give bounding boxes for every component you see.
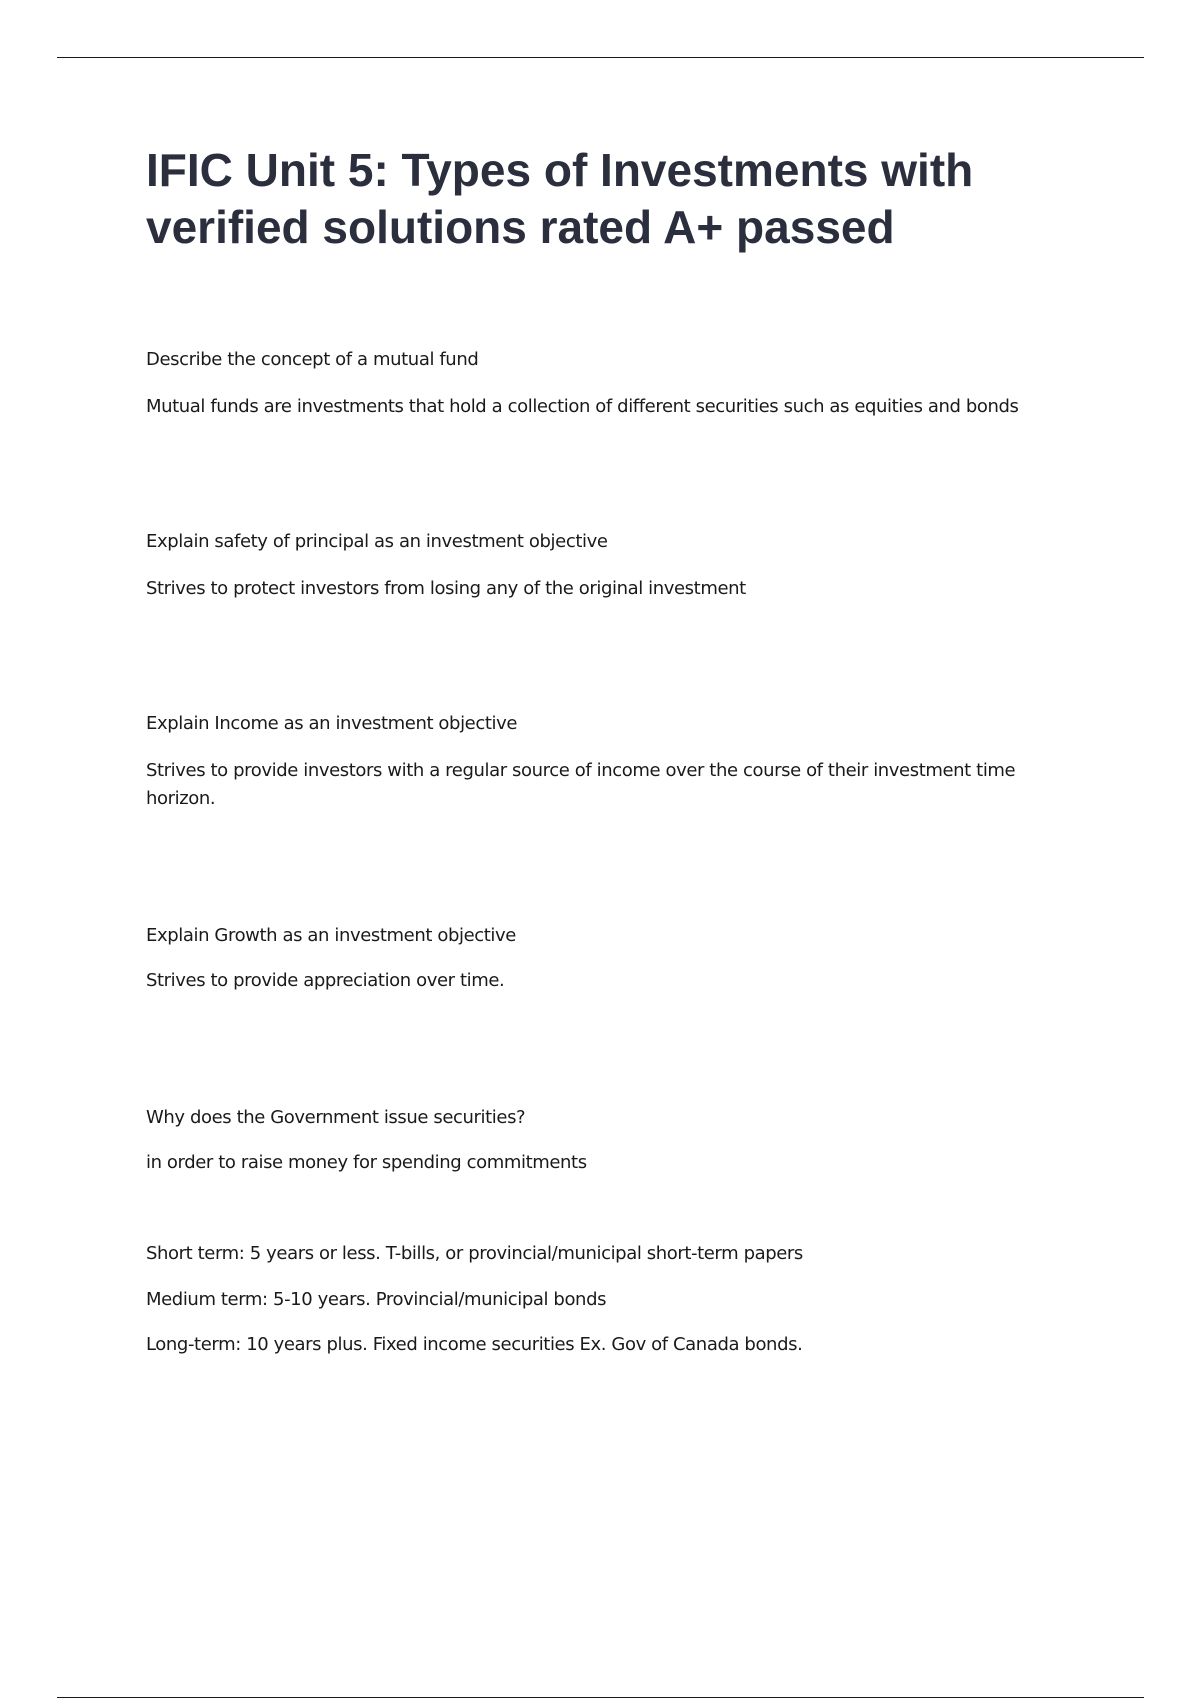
- answer-mutual-fund: Mutual funds are investments that hold a collection of different securities such as equities and bonds: [146, 396, 1019, 417]
- question-income: Explain Income as an investment objective: [146, 713, 518, 734]
- header-rule: [57, 57, 1144, 58]
- footer-rule: [57, 1697, 1144, 1698]
- answer-government-securities: in order to raise money for spending commitments: [146, 1152, 587, 1173]
- answer-safety-of-principal: Strives to protect investors from losing any of the original investment: [146, 578, 746, 599]
- question-mutual-fund: Describe the concept of a mutual fund: [146, 349, 479, 370]
- term-short: Short term: 5 years or less. T-bills, or provincial/municipal short-term papers: [146, 1243, 803, 1264]
- question-government-securities: Why does the Government issue securities?: [146, 1107, 526, 1128]
- answer-growth: Strives to provide appreciation over time.: [146, 970, 505, 991]
- question-safety-of-principal: Explain safety of principal as an investment objective: [146, 531, 608, 552]
- term-medium: Medium term: 5-10 years. Provincial/municipal bonds: [146, 1289, 607, 1310]
- page-title: IFIC Unit 5: Types of Investments with verified solutions rated A+ passed: [146, 144, 974, 253]
- question-growth: Explain Growth as an investment objective: [146, 925, 516, 946]
- answer-income: Strives to provide investors with a regular source of income over the course of their investment time horizon.: [146, 760, 1016, 809]
- term-long: Long-term: 10 years plus. Fixed income securities Ex. Gov of Canada bonds.: [146, 1334, 803, 1355]
